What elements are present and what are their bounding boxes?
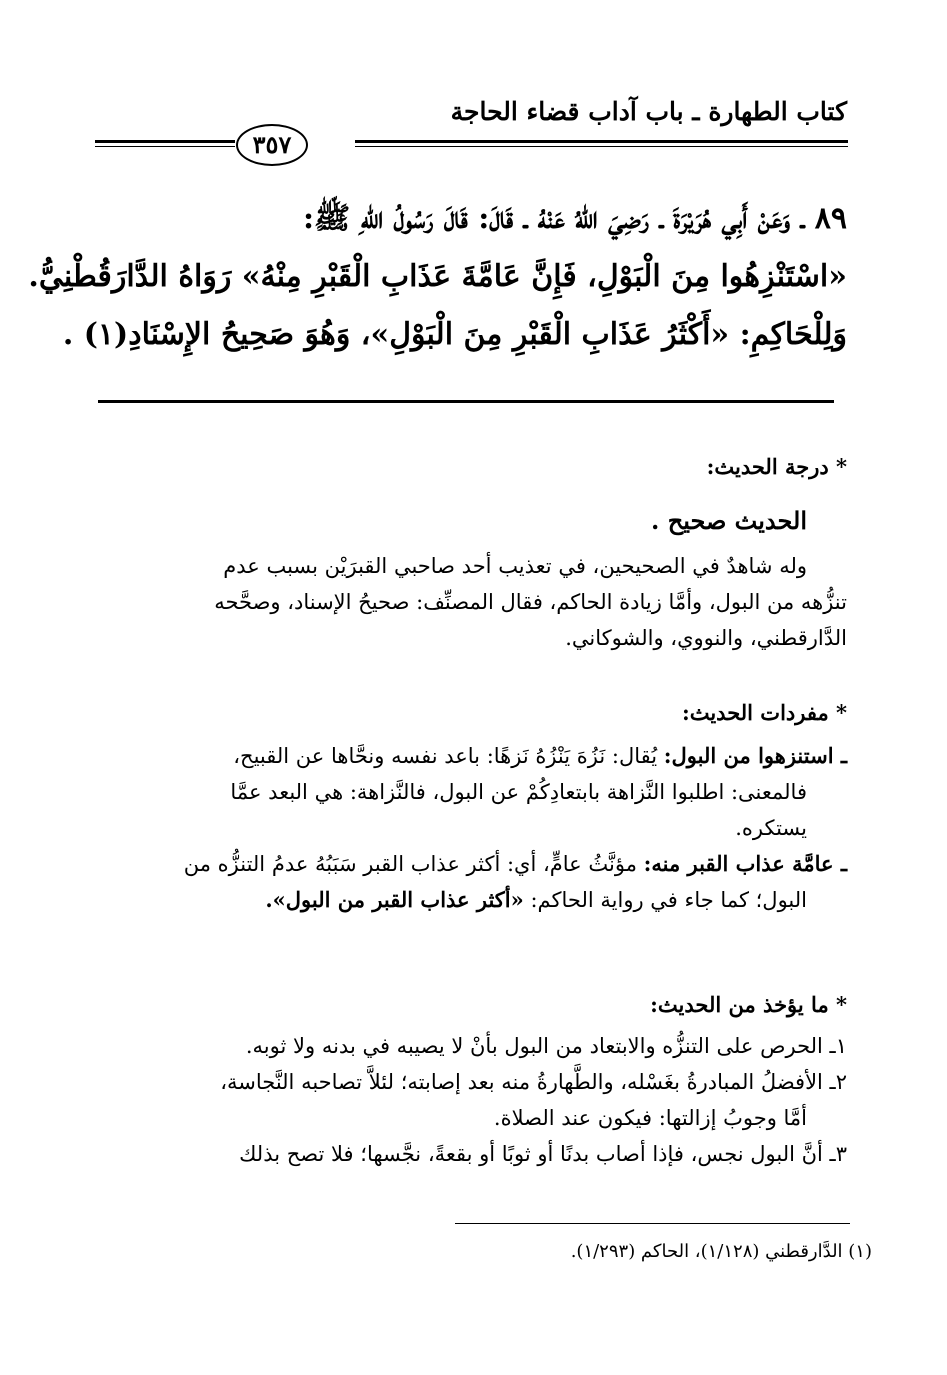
lesson-line: ٣ـ أنَّ البول نجس، فإذا أصاب بدنًا أو ثوبًا أو بقعةً، نجَّسها؛ فلا تصح بذلك [239,1142,847,1166]
vocab-item-2-cont: البول؛ كما جاء في رواية الحاكم: «أكثر عذاب القبر من البول». [265,887,807,912]
vocab-paragraph [95,738,847,918]
vocab-heading: * مفردات الحديث: [681,700,847,725]
hadith-text [28,190,847,364]
footnote-rule [455,1223,850,1224]
vocab-item-2: ـ عامَّة عذاب القبر منه: مؤنَّثُ عامٍّ، أي: أكثر عذاب القبر سَبَبُهُ عدمُ التنزُّه من [183,851,847,876]
page-number: ٣٥٧ [236,124,308,166]
vocab-item-1: ـ استنزهوا من البول: يُقال: نَزُهَ يَنْزُهُ نَزهًا: باعد نفسه ونحَّاها عن القبيح، [233,743,847,768]
grade-paragraph [95,548,847,656]
header-rule-left [95,140,235,143]
vocab-item-1-cont: يستكره. [735,816,807,840]
vocab-term: ـ عامَّة عذاب القبر منه: [643,851,847,876]
hadith-line-3: وَلِلْحَاكِمِ: «أَكْثَرُ عَذَابِ الْقَبْرِ مِنَ الْبَوْلِ»، وَهُوَ صَحِيحُ الإِسْنَادِ(١) . [62,317,847,352]
lesson-line: أمَّا وجوبُ إزالتها: فيكون عند الصلاة. [493,1106,807,1130]
grade-verdict: الحديث صحيح . [651,506,807,535]
lessons-paragraph [95,1028,847,1172]
header-rule-right [355,140,848,143]
vocab-term: ـ استنزهوا من البول: [663,743,847,768]
hadith-line-1: ٨٩ ـ وَعَنْ أَبِي هُرَيْرَةَ ـ رَضِيَ اللهُ عَنْهُ ـ قَالَ: قَالَ رَسُولُ اللهِ ﷺ: [302,201,847,236]
vocab-item-1-cont: فالمعنى: اطلبوا النَّزاهة بابتعادِكُمْ عن البول، فالنَّزاهة: هي البعد عمَّا [230,780,807,804]
grade-line: تنزُّهه من البول، وأمَّا زيادة الحاكم، فقال المصنِّف: صحيحُ الإسناد، وصحَّحه [214,590,847,614]
section-separator [98,400,834,403]
hadith-number: ٨٩ ـ [800,201,847,236]
hadith-line-2: «اسْتَنْزِهُوا مِنَ الْبَوْلِ، فَإِنَّ عَامَّةَ عَذَابِ الْقَبْرِ مِنْهُ» رَوَاهُ الدَّارَقُطْنِيُّ. [28,259,847,294]
grade-line: الدَّارقطني، والنووي، والشوكاني. [565,626,847,650]
lesson-line: ١ـ الحرص على التنزُّه والابتعاد من البول بأنْ لا يصيبه في بدنه ولا ثوبه. [245,1034,847,1058]
header-rule-left-thin [95,146,235,147]
header-rule-right-thin [355,146,848,147]
grade-heading: * درجة الحديث: [706,454,847,479]
lesson-line: ٢ـ الأفضلُ المبادرةُ بغَسْله، والطَّهارةُ منه بعد إصابته؛ لئلاَّ تصاحبه النَّجاسة، [220,1070,847,1094]
running-title: كتاب الطهارة ـ باب آداب قضاء الحاجة [450,97,847,126]
grade-line: وله شاهدٌ في الصحيحين، في تعذيب أحد صاحبي القبرَيْن بسبب عدم [223,554,807,578]
lessons-heading: * ما يؤخذ من الحديث: [650,992,847,1017]
footnote: (١) الدَّارقطني (١/١٢٨)، الحاكم (١/٢٩٣). [570,1241,872,1262]
